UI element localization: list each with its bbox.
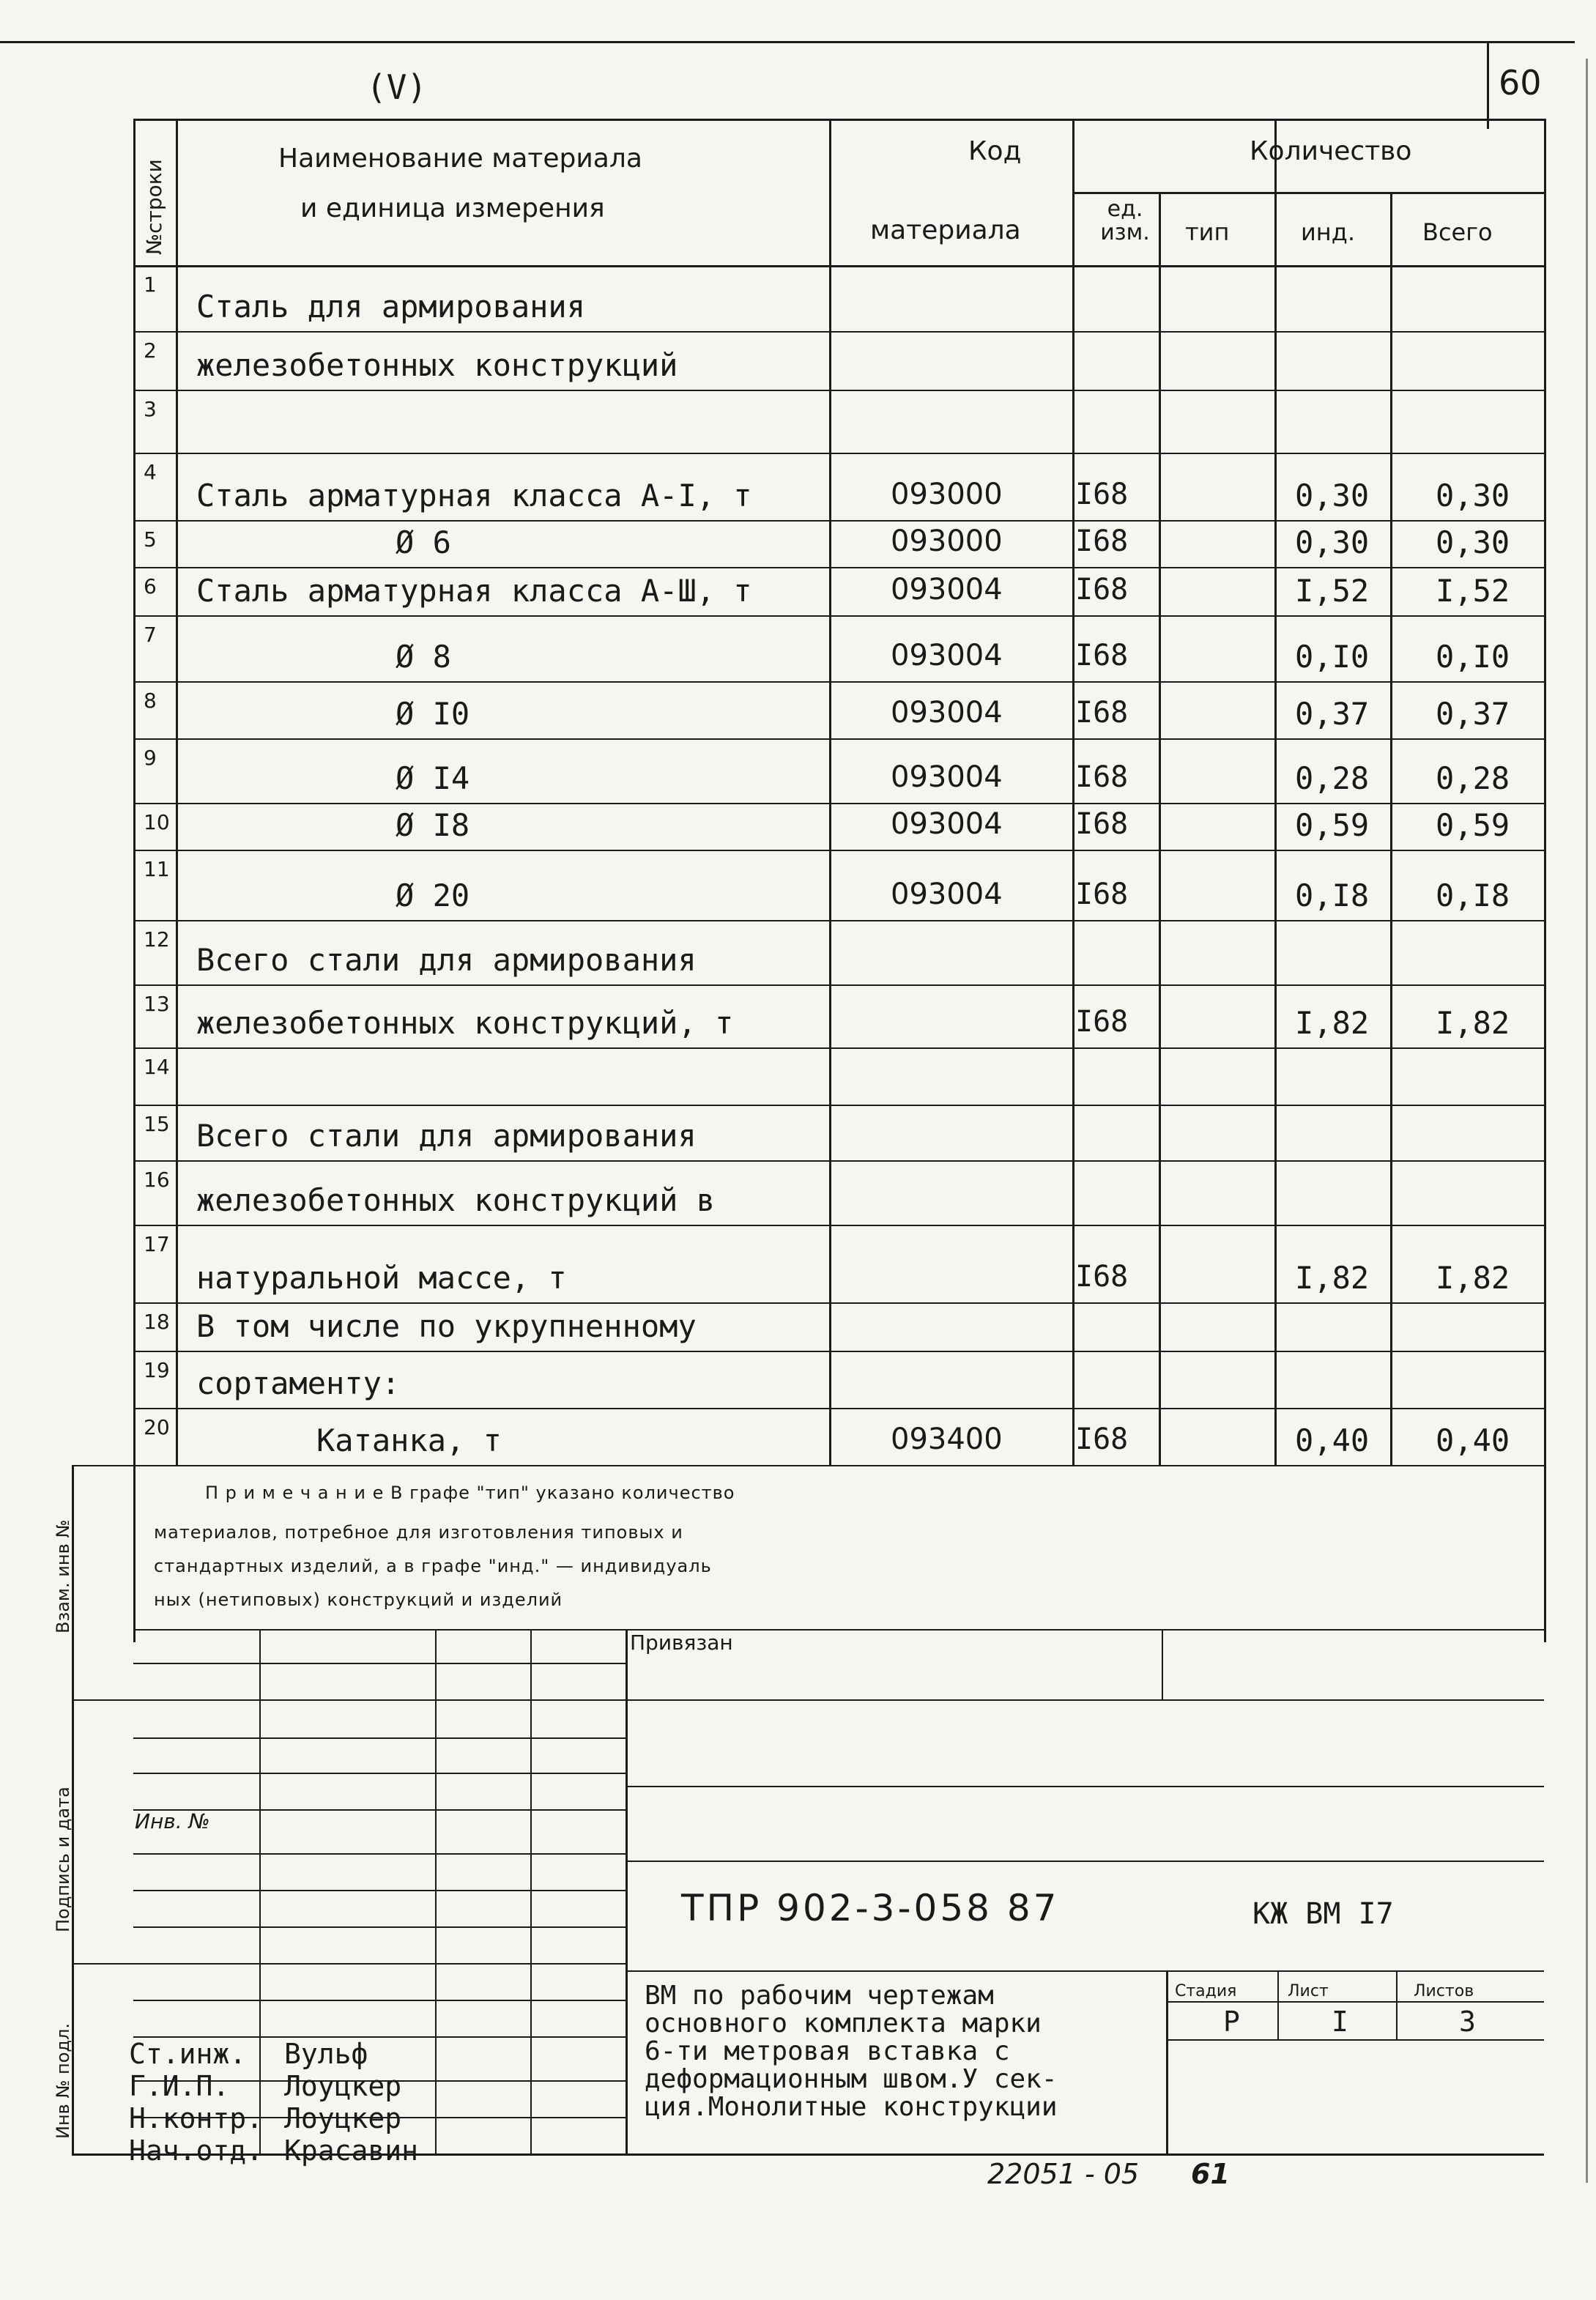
subheader-divider-0 bbox=[1159, 192, 1161, 1465]
header-name-line2: и единица измерения bbox=[300, 193, 605, 223]
row-code: 093004 bbox=[891, 807, 1003, 841]
page-number: 60 bbox=[1499, 63, 1542, 103]
row-number: 10 bbox=[144, 810, 170, 834]
row-number: 19 bbox=[144, 1358, 170, 1382]
row-number: 15 bbox=[144, 1112, 170, 1136]
row-name: сортаменту: bbox=[196, 1365, 401, 1401]
subheader-divider-2 bbox=[1544, 192, 1546, 1465]
row-unit: I68 bbox=[1075, 1260, 1129, 1294]
stamp-left-row-3 bbox=[133, 1773, 626, 1774]
row-unit: I68 bbox=[1075, 1422, 1129, 1456]
name-code-divider bbox=[829, 119, 831, 1465]
bottom-page: 61 bbox=[1191, 2158, 1230, 2190]
stamp-divider-main bbox=[626, 1629, 628, 2154]
row-name: Всего стали для армирования bbox=[196, 1118, 697, 1154]
row-name: железобетонных конструкций в bbox=[196, 1182, 716, 1218]
stage-label: Стадия bbox=[1175, 1982, 1237, 2000]
title-line-2: основного комплекта марки bbox=[645, 2008, 1042, 2039]
row-ind: I,82 bbox=[1295, 1260, 1370, 1296]
row-ind: 0,I0 bbox=[1295, 639, 1370, 675]
side-label-inv: Инв № подл. bbox=[53, 2023, 73, 2139]
row-line-6 bbox=[133, 615, 1544, 617]
stage-header-line bbox=[1166, 2001, 1544, 2003]
row-number: 20 bbox=[144, 1415, 170, 1439]
row-total: 0,59 bbox=[1436, 807, 1510, 843]
top-border-line bbox=[0, 41, 1575, 43]
stamp-left-row-1 bbox=[133, 1699, 626, 1701]
header-code-unit: ед. изм. bbox=[1100, 196, 1150, 245]
row-ind: I,82 bbox=[1295, 1005, 1370, 1041]
row-ind: I,52 bbox=[1295, 573, 1370, 609]
row-number: 3 bbox=[144, 397, 157, 421]
privyazan-label: Привязан bbox=[630, 1631, 733, 1655]
stamp-left-row-7 bbox=[133, 1926, 626, 1928]
row-unit: I68 bbox=[1075, 807, 1129, 841]
title-line-1: ВМ по рабочим чертежам bbox=[645, 1981, 994, 2011]
row-name: Катанка, т bbox=[316, 1422, 502, 1458]
row-total: 0,40 bbox=[1436, 1422, 1510, 1458]
row-name: В том числе по укрупненному bbox=[196, 1308, 697, 1344]
stamp-left-col-0 bbox=[259, 1629, 261, 2154]
stage-value-line bbox=[1166, 2039, 1544, 2041]
sheets-value: 3 bbox=[1459, 2006, 1476, 2038]
side-label-vzam: Взам. инв № bbox=[53, 1519, 73, 1633]
privyazan-divider bbox=[1162, 1629, 1163, 1699]
row-name: Сталь для армирования bbox=[196, 289, 586, 324]
page-number-frame bbox=[1487, 41, 1489, 129]
row-number: 5 bbox=[144, 527, 157, 552]
row-code: 093004 bbox=[891, 760, 1003, 794]
row-ind: 0,40 bbox=[1295, 1422, 1370, 1458]
row-name: Ø I4 bbox=[396, 760, 470, 796]
document-mark: КЖ ВМ I7 bbox=[1252, 1897, 1394, 1931]
row-name: Ø I8 bbox=[396, 807, 470, 843]
row-number: 12 bbox=[144, 927, 170, 951]
row-ind: 0,59 bbox=[1295, 807, 1370, 843]
row-unit: I68 bbox=[1075, 639, 1129, 672]
title-line-3: 6-ти метровая вставка с bbox=[645, 2036, 1010, 2066]
note-line-2: материалов, потребное для изготовления типовых и bbox=[154, 1522, 683, 1543]
title-line-5: ция.Монолитные конструкции bbox=[645, 2092, 1058, 2122]
row-total: I,82 bbox=[1436, 1260, 1510, 1296]
row-total: 0,28 bbox=[1436, 760, 1510, 796]
row-total: I,52 bbox=[1436, 573, 1510, 609]
row-ind: 0,30 bbox=[1295, 524, 1370, 560]
row-name: Ø 20 bbox=[396, 878, 470, 913]
header-divider-2 bbox=[1274, 119, 1277, 1465]
row-number: 16 bbox=[144, 1168, 170, 1192]
row-total: 0,37 bbox=[1436, 696, 1510, 732]
stage-col-2 bbox=[1396, 1970, 1398, 2039]
right-edge-line bbox=[1586, 59, 1588, 2183]
row-line-12 bbox=[133, 984, 1544, 986]
stamp-line-4 bbox=[626, 1970, 1544, 1972]
row-line-18 bbox=[133, 1351, 1544, 1352]
row-number: 1 bbox=[144, 272, 157, 297]
row-line-1 bbox=[133, 331, 1544, 333]
row-number: 11 bbox=[144, 857, 170, 881]
header-code: Код bbox=[968, 136, 1022, 166]
signer-name: Лоуцкер bbox=[284, 2102, 402, 2134]
row-total: 0,30 bbox=[1436, 524, 1510, 560]
row-line-17 bbox=[133, 1302, 1544, 1304]
note-line-3: стандартных изделий, а в графе "инд." — индивидуаль bbox=[154, 1556, 712, 1576]
signer-name: Красавин bbox=[284, 2134, 419, 2167]
note-line-4: ных (нетиповых) конструкций и изделий bbox=[154, 1589, 563, 1610]
document-code: ТПР 902-3-058 87 bbox=[681, 1887, 1060, 1929]
subheader-divider-1 bbox=[1390, 192, 1392, 1465]
row-line-5 bbox=[133, 567, 1544, 568]
signer-role: Ст.инж. bbox=[129, 2038, 247, 2070]
table-left-border bbox=[133, 119, 136, 1642]
row-number: 13 bbox=[144, 992, 170, 1016]
row-code: 093004 bbox=[891, 696, 1003, 730]
side-div-1 bbox=[72, 1699, 133, 1701]
header-bottom-border bbox=[133, 265, 1544, 267]
stage-col-1 bbox=[1277, 1970, 1279, 2039]
row-line-7 bbox=[133, 681, 1544, 683]
row-ind: 0,28 bbox=[1295, 760, 1370, 796]
stamp-left-col-2 bbox=[530, 1629, 532, 2154]
row-unit: I68 bbox=[1075, 524, 1129, 558]
document-title bbox=[645, 1982, 1058, 2121]
header-qty-ind: инд. bbox=[1301, 218, 1356, 246]
row-number: 17 bbox=[144, 1232, 170, 1256]
sheet-value: I bbox=[1332, 2006, 1348, 2038]
stamp-line-1 bbox=[626, 1699, 1544, 1701]
row-ind: 0,I8 bbox=[1295, 878, 1370, 913]
row-unit: I68 bbox=[1075, 1005, 1129, 1039]
row-number: 6 bbox=[144, 574, 157, 598]
table-top-border bbox=[133, 119, 1544, 121]
stage-value: Р bbox=[1223, 2006, 1240, 2038]
header-qty-total: Всего bbox=[1422, 218, 1493, 246]
header-qty-type: тип bbox=[1185, 218, 1230, 246]
row-name: Сталь арматурная класса А-Ш, т bbox=[196, 573, 752, 609]
row-number: 2 bbox=[144, 338, 157, 363]
row-line-13 bbox=[133, 1047, 1544, 1049]
row-name: железобетонных конструкций bbox=[196, 347, 678, 383]
row-number: 14 bbox=[144, 1055, 170, 1079]
row-name: Ø I0 bbox=[396, 696, 470, 732]
row-name: Всего стали для армирования bbox=[196, 942, 697, 978]
row-line-15 bbox=[133, 1160, 1544, 1162]
row-total: 0,I8 bbox=[1436, 878, 1510, 913]
signer-name: Вульф bbox=[284, 2038, 368, 2070]
note-line-1: П р и м е ч а н и е В графе "тип" указано количество bbox=[205, 1483, 735, 1503]
row-line-19 bbox=[133, 1408, 1544, 1409]
sheet-marker: (V) bbox=[366, 67, 428, 107]
row-total: 0,30 bbox=[1436, 478, 1510, 513]
row-line-20 bbox=[133, 1465, 1544, 1466]
inv-no-label: Инв. № bbox=[135, 1809, 210, 1833]
stamp-left-row-2 bbox=[133, 1737, 626, 1739]
stamp-left-row-5 bbox=[133, 1853, 626, 1855]
row-unit: I68 bbox=[1075, 696, 1129, 730]
stamp-line-2 bbox=[626, 1786, 1544, 1787]
row-name: Ø 8 bbox=[396, 639, 451, 675]
sheet-label: Лист bbox=[1288, 1982, 1329, 2000]
sheets-label: Листов bbox=[1414, 1982, 1474, 2000]
title-divider bbox=[1166, 1970, 1168, 2154]
row-line-11 bbox=[133, 920, 1544, 921]
row-name: железобетонных конструкций, т bbox=[196, 1005, 734, 1041]
row-code: 093000 bbox=[891, 478, 1003, 511]
row-unit: I68 bbox=[1075, 760, 1129, 794]
row-number: 8 bbox=[144, 689, 157, 713]
row-line-2 bbox=[133, 390, 1544, 391]
title-line-4: деформационным швом.У сек- bbox=[645, 2064, 1058, 2094]
row-line-9 bbox=[133, 803, 1544, 804]
row-name: натуральной массе, т bbox=[196, 1260, 567, 1296]
row-code: 093004 bbox=[891, 573, 1003, 606]
signer-role: Н.контр. bbox=[129, 2102, 264, 2134]
row-code: 093004 bbox=[891, 878, 1003, 911]
row-unit: I68 bbox=[1075, 573, 1129, 606]
row-name: Ø 6 bbox=[396, 524, 451, 560]
row-unit: I68 bbox=[1075, 478, 1129, 511]
row-line-4 bbox=[133, 520, 1544, 522]
stamp-left-row-9 bbox=[133, 2000, 626, 2001]
stamp-left-col-1 bbox=[435, 1629, 437, 2154]
row-ind: 0,30 bbox=[1295, 478, 1370, 513]
stamp-left-row-0 bbox=[133, 1663, 626, 1664]
header-divider-0 bbox=[176, 119, 178, 1465]
row-ind: 0,37 bbox=[1295, 696, 1370, 732]
header-row-number: №строки bbox=[142, 159, 166, 255]
row-number: 7 bbox=[144, 623, 157, 647]
row-line-3 bbox=[133, 453, 1544, 454]
row-line-16 bbox=[133, 1225, 1544, 1226]
signer-name: Лоуцкер bbox=[284, 2070, 402, 2102]
row-code: 093400 bbox=[891, 1422, 1003, 1456]
side-div-2 bbox=[72, 1963, 133, 1965]
side-top bbox=[72, 1465, 133, 1466]
stamp-left-row-8 bbox=[133, 1963, 626, 1965]
row-number: 4 bbox=[144, 460, 157, 484]
signer-role: Г.И.П. bbox=[129, 2070, 230, 2102]
header-quantity: Количество bbox=[1250, 136, 1412, 166]
row-code: 093004 bbox=[891, 639, 1003, 672]
row-line-8 bbox=[133, 738, 1544, 740]
row-line-14 bbox=[133, 1105, 1544, 1106]
row-number: 9 bbox=[144, 746, 157, 770]
row-line-10 bbox=[133, 850, 1544, 851]
stamp-line-3 bbox=[626, 1861, 1544, 1862]
row-unit: I68 bbox=[1075, 878, 1129, 911]
header-mid-line bbox=[1072, 192, 1544, 194]
row-name: Сталь арматурная класса А-I, т bbox=[196, 478, 752, 513]
signer-role: Нач.отд. bbox=[129, 2134, 264, 2167]
header-code-material: материала bbox=[870, 215, 1021, 245]
row-total: I,82 bbox=[1436, 1005, 1510, 1041]
header-name-line1: Наименование материала bbox=[278, 144, 642, 174]
row-code: 093000 bbox=[891, 524, 1003, 558]
header-divider-1 bbox=[1072, 119, 1074, 1465]
bottom-reference: 22051 - 05 bbox=[987, 2158, 1140, 2190]
row-total: 0,I0 bbox=[1436, 639, 1510, 675]
stamp-left-row-6 bbox=[133, 1890, 626, 1891]
side-label-podpis: Подпись и дата bbox=[53, 1787, 73, 1932]
stamp-top-line bbox=[133, 1629, 1544, 1631]
row-number: 18 bbox=[144, 1310, 170, 1334]
